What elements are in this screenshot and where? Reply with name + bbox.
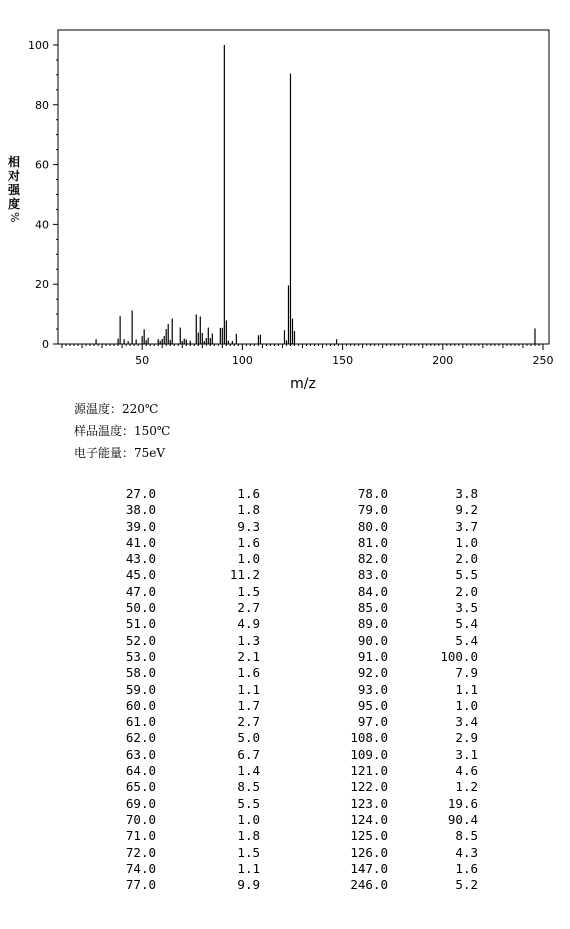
y-tick-label: 0 xyxy=(42,338,49,351)
intensity-value: 1.7 xyxy=(237,697,260,713)
mz-value: 78.0 xyxy=(357,486,388,501)
mz-value: 63.0 xyxy=(125,746,156,762)
intensity-value: 5.0 xyxy=(237,730,260,746)
mz-value: 71.0 xyxy=(125,828,156,844)
intensity-value: 1.2 xyxy=(455,779,478,795)
mz-value: 39.0 xyxy=(125,518,156,534)
mz-value: 58.0 xyxy=(125,665,156,681)
intensity-value: 1.1 xyxy=(237,681,260,697)
table-row xyxy=(90,502,490,518)
mz-value: 53.0 xyxy=(125,648,156,664)
intensity-value: 90.4 xyxy=(447,811,478,827)
intensity-value: 5.2 xyxy=(455,877,478,893)
y-tick-label: 60 xyxy=(35,158,49,172)
x-tick-label: 50 xyxy=(135,354,150,367)
intensity-value: 1.0 xyxy=(455,534,478,550)
intensity-value: 3.8 xyxy=(455,486,478,501)
intensity-value: 9.9 xyxy=(237,877,260,893)
intensity-value: 2.7 xyxy=(237,714,260,730)
table-row xyxy=(90,747,490,763)
mz-value: 52.0 xyxy=(125,632,156,648)
x-axis-label: m/z xyxy=(290,376,316,392)
intensity-value: 7.9 xyxy=(455,665,478,681)
mz-value: 80.0 xyxy=(357,518,388,534)
x-tick-label: 250 xyxy=(532,354,554,367)
table-row xyxy=(90,551,490,567)
mz-value: 70.0 xyxy=(125,811,156,827)
mass-spectrum-chart xyxy=(0,0,570,395)
intensity-value: 1.5 xyxy=(237,583,260,599)
mz-value: 60.0 xyxy=(125,697,156,713)
table-row xyxy=(90,584,490,600)
table-row xyxy=(90,682,490,698)
y-axis-label-unit: % xyxy=(8,212,21,223)
table-row xyxy=(90,567,490,583)
table-row xyxy=(90,486,490,502)
table-row xyxy=(90,861,490,877)
mz-value: 69.0 xyxy=(125,795,156,811)
y-tick-label: 40 xyxy=(35,218,49,232)
intensity-value: 3.4 xyxy=(455,714,478,730)
table-row xyxy=(90,698,490,714)
mz-value: 126.0 xyxy=(350,844,388,860)
intensity-value: 5.5 xyxy=(237,795,260,811)
intensity-value: 11.2 xyxy=(229,567,260,583)
plot-frame xyxy=(58,30,549,344)
mz-value: 84.0 xyxy=(357,583,388,599)
table-row xyxy=(90,877,490,893)
y-axis xyxy=(28,39,58,351)
y-tick-label: 80 xyxy=(35,98,49,112)
mz-value: 45.0 xyxy=(125,567,156,583)
mz-value: 41.0 xyxy=(125,534,156,550)
intensity-value: 8.5 xyxy=(237,779,260,795)
intensity-value: 1.8 xyxy=(237,502,260,518)
intensity-value: 5.5 xyxy=(455,567,478,583)
intensity-value: 5.4 xyxy=(455,632,478,648)
table-row xyxy=(90,763,490,779)
intensity-value: 3.5 xyxy=(455,600,478,616)
table-row xyxy=(90,812,490,828)
mz-value: 74.0 xyxy=(125,860,156,876)
mz-value: 124.0 xyxy=(350,811,388,827)
intensity-value: 1.0 xyxy=(455,697,478,713)
table-row xyxy=(90,714,490,730)
mz-value: 64.0 xyxy=(125,763,156,779)
y-axis-label-text: 相对强度 xyxy=(7,155,20,211)
mz-value: 81.0 xyxy=(357,534,388,550)
table-row xyxy=(90,828,490,844)
instrument-parameters xyxy=(74,398,170,464)
x-tick-label: 150 xyxy=(332,354,354,367)
intensity-value: 1.3 xyxy=(237,632,260,648)
mz-value: 83.0 xyxy=(357,567,388,583)
mz-value: 85.0 xyxy=(357,600,388,616)
intensity-value: 9.2 xyxy=(455,502,478,518)
mz-value: 92.0 xyxy=(357,665,388,681)
mz-value: 95.0 xyxy=(357,697,388,713)
mz-value: 125.0 xyxy=(350,828,388,844)
intensity-value: 4.3 xyxy=(455,844,478,860)
table-row xyxy=(90,649,490,665)
intensity-value: 3.1 xyxy=(455,746,478,762)
sample-temperature: 样品温度：150℃ xyxy=(74,424,171,438)
intensity-value: 2.0 xyxy=(455,583,478,599)
table-row xyxy=(90,616,490,632)
intensity-value: 2.1 xyxy=(237,648,260,664)
intensity-value: 3.7 xyxy=(455,518,478,534)
intensity-value: 1.6 xyxy=(237,534,260,550)
intensity-value: 1.6 xyxy=(455,860,478,876)
x-tick-label: 200 xyxy=(432,354,454,367)
table-row xyxy=(90,779,490,795)
mz-value: 246.0 xyxy=(350,877,388,893)
intensity-value: 6.7 xyxy=(237,746,260,762)
mz-value: 121.0 xyxy=(350,763,388,779)
mz-value: 90.0 xyxy=(357,632,388,648)
y-tick-label: 20 xyxy=(35,278,49,292)
intensity-value: 4.9 xyxy=(237,616,260,632)
mz-value: 62.0 xyxy=(125,730,156,746)
mz-value: 147.0 xyxy=(350,860,388,876)
mz-value: 50.0 xyxy=(125,600,156,616)
table-row xyxy=(90,519,490,535)
intensity-value: 19.6 xyxy=(447,795,478,811)
mz-value: 59.0 xyxy=(125,681,156,697)
peak-bars xyxy=(96,45,535,344)
mz-value: 38.0 xyxy=(125,502,156,518)
intensity-value: 2.0 xyxy=(455,551,478,567)
mz-value: 61.0 xyxy=(125,714,156,730)
intensity-value: 1.6 xyxy=(237,486,260,501)
intensity-value: 1.4 xyxy=(237,763,260,779)
mz-value: 77.0 xyxy=(125,877,156,893)
mz-value: 27.0 xyxy=(125,486,156,501)
table-row xyxy=(90,535,490,551)
mz-value: 122.0 xyxy=(350,779,388,795)
x-axis xyxy=(62,344,553,367)
table-row xyxy=(90,665,490,681)
x-tick-label: 100 xyxy=(231,354,253,367)
intensity-value: 4.6 xyxy=(455,763,478,779)
table-row xyxy=(90,600,490,616)
intensity-value: 1.6 xyxy=(237,665,260,681)
mz-value: 79.0 xyxy=(357,502,388,518)
intensity-value: 100.0 xyxy=(440,648,478,664)
intensity-value: 2.7 xyxy=(237,600,260,616)
table-row xyxy=(90,730,490,746)
intensity-value: 1.8 xyxy=(237,828,260,844)
mz-value: 82.0 xyxy=(357,551,388,567)
mz-value: 91.0 xyxy=(357,648,388,664)
intensity-value: 9.3 xyxy=(237,518,260,534)
table-row xyxy=(90,845,490,861)
mz-value: 47.0 xyxy=(125,583,156,599)
intensity-value: 1.1 xyxy=(237,860,260,876)
intensity-value: 1.5 xyxy=(237,844,260,860)
y-tick-label: 100 xyxy=(28,38,49,52)
electron-energy: 电子能量：75eV xyxy=(74,446,166,460)
mz-value: 97.0 xyxy=(357,714,388,730)
intensity-value: 1.1 xyxy=(455,681,478,697)
mz-value: 123.0 xyxy=(350,795,388,811)
mz-value: 65.0 xyxy=(125,779,156,795)
intensity-value: 1.0 xyxy=(237,551,260,567)
source-temperature: 源温度：220℃ xyxy=(74,402,159,416)
mz-value: 43.0 xyxy=(125,551,156,567)
mz-value: 72.0 xyxy=(125,844,156,860)
intensity-value: 2.9 xyxy=(455,730,478,746)
mz-value: 93.0 xyxy=(357,681,388,697)
table-row xyxy=(90,633,490,649)
mz-value: 51.0 xyxy=(125,616,156,632)
mz-value: 108.0 xyxy=(350,730,388,746)
mz-value: 89.0 xyxy=(357,616,388,632)
peak-table xyxy=(90,486,490,893)
y-axis-label xyxy=(6,155,22,222)
intensity-value: 5.4 xyxy=(455,616,478,632)
mz-value: 109.0 xyxy=(350,746,388,762)
table-row xyxy=(90,796,490,812)
intensity-value: 8.5 xyxy=(455,828,478,844)
intensity-value: 1.0 xyxy=(237,811,260,827)
